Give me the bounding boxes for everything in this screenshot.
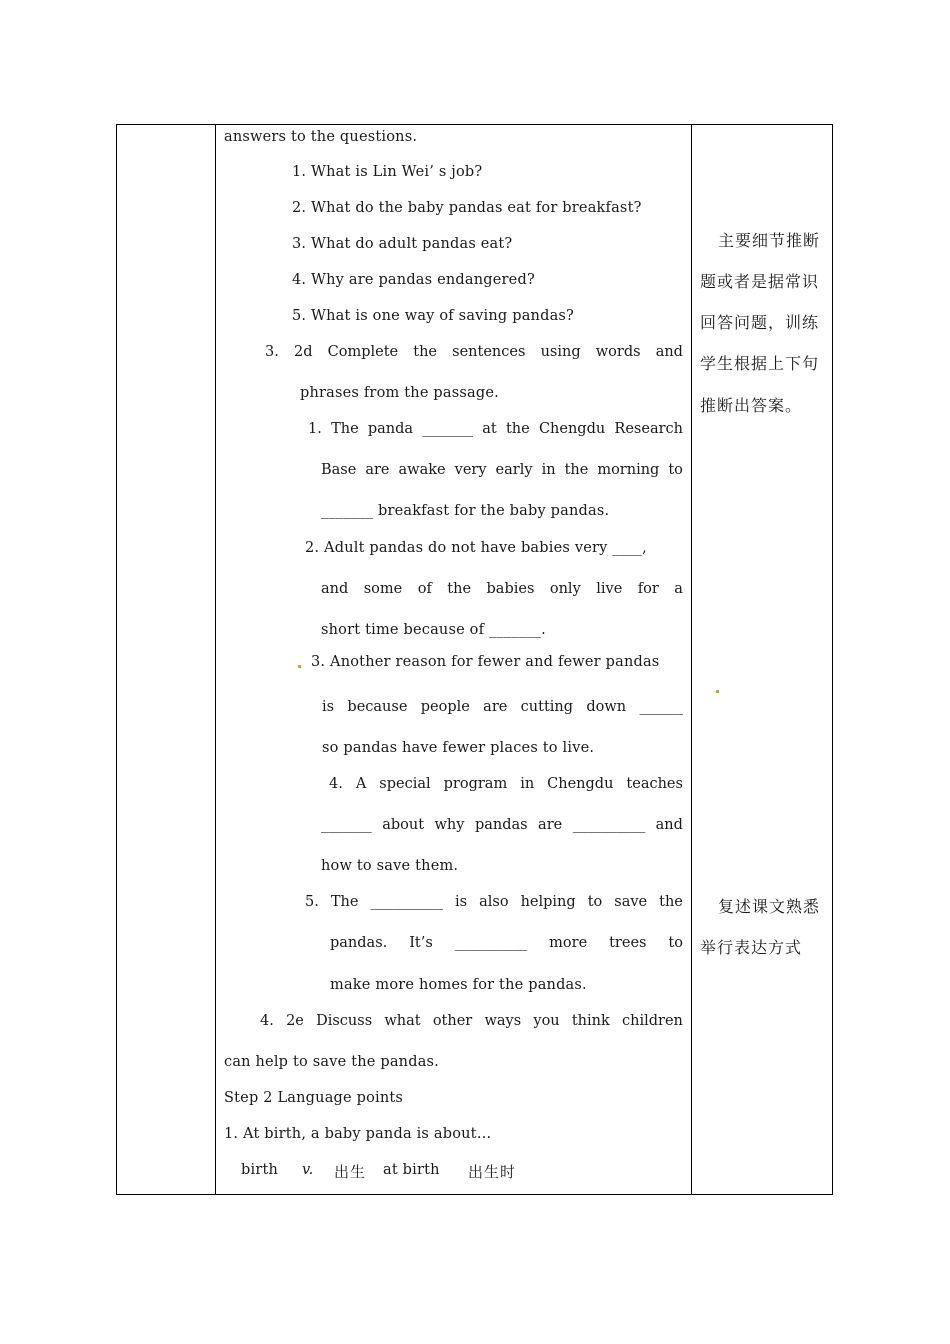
word: the xyxy=(564,462,589,478)
word: the xyxy=(413,344,438,360)
word: Research xyxy=(614,421,683,437)
word: special xyxy=(379,776,431,792)
sentence-2-line-3: short time because of _______. xyxy=(321,622,546,638)
word: the xyxy=(659,894,683,910)
word: 1. xyxy=(308,421,322,437)
question-3: 3. What do adult pandas eat? xyxy=(292,236,513,252)
word: Complete xyxy=(327,344,399,360)
word: the xyxy=(447,581,472,597)
word: children xyxy=(622,1013,683,1029)
word: words xyxy=(595,344,641,360)
sentence-5-line-3: make more homes for the pandas. xyxy=(330,977,587,993)
word: sentences xyxy=(452,344,526,360)
word: and xyxy=(655,344,683,360)
intro-line: answers to the questions. xyxy=(224,129,418,145)
step2-heading: Step 2 Language points xyxy=(224,1090,404,1106)
language-point-1: 1. At birth, a baby panda is about… xyxy=(224,1126,492,1142)
task3-heading xyxy=(265,344,683,360)
note-1-line-1: 主要细节推断 xyxy=(718,231,821,250)
word: 5. xyxy=(305,894,319,910)
word: ways xyxy=(484,1013,522,1029)
word: Chengdu xyxy=(538,421,606,437)
note-2-line-2: 举行表达方式 xyxy=(700,938,803,957)
sentence-3-line-3: so pandas have fewer places to live. xyxy=(322,740,595,756)
word: only xyxy=(549,581,581,597)
note-1-line-3: 回答问题，训练 xyxy=(700,313,820,332)
question-2: 2. What do the baby pandas eat for breakfast? xyxy=(292,200,642,216)
word: for xyxy=(637,581,659,597)
task3-continuation: phrases from the passage. xyxy=(300,385,499,401)
word: down xyxy=(586,699,627,715)
blank: _______ xyxy=(321,817,372,833)
word: helping xyxy=(520,894,576,910)
word: babies xyxy=(486,581,535,597)
word: awake xyxy=(398,462,446,478)
word: pandas. xyxy=(330,935,388,951)
note-1-line-4: 学生根据上下句 xyxy=(700,354,820,373)
sentence-3-line-2 xyxy=(322,699,683,715)
word: to xyxy=(587,894,603,910)
marker-dot xyxy=(716,690,719,693)
word: you xyxy=(533,1013,560,1029)
word: in xyxy=(520,776,535,792)
word: 4. xyxy=(329,776,343,792)
sentence-4-line-1 xyxy=(329,776,683,792)
word: panda xyxy=(367,421,414,437)
word: to xyxy=(668,935,683,951)
word: at xyxy=(482,421,497,437)
word: are xyxy=(483,699,508,715)
sentence-1-line-2 xyxy=(321,462,683,478)
word: are xyxy=(538,817,563,833)
word: program xyxy=(443,776,508,792)
word: using xyxy=(540,344,581,360)
word: of xyxy=(417,581,432,597)
word: about xyxy=(382,817,425,833)
word: live xyxy=(596,581,623,597)
column-divider-right xyxy=(691,125,692,1194)
word: pandas xyxy=(474,817,528,833)
word: Discuss xyxy=(316,1013,373,1029)
word: A xyxy=(355,776,367,792)
word: other xyxy=(432,1013,473,1029)
sentence-3-line-1: 3. Another reason for fewer and fewer pandas xyxy=(311,654,660,670)
task4-heading xyxy=(260,1013,683,1029)
question-5: 5. What is one way of saving pandas? xyxy=(292,308,575,324)
question-4: 4. Why are pandas endangered? xyxy=(292,272,535,288)
word: early xyxy=(495,462,533,478)
word: more xyxy=(549,935,588,951)
word: some xyxy=(363,581,403,597)
vocab-pos: v. xyxy=(302,1162,314,1178)
sentence-1-line-3: _______ breakfast for the baby pandas. xyxy=(321,503,610,519)
word: and xyxy=(321,581,349,597)
word: 2e xyxy=(286,1013,304,1029)
word: is xyxy=(322,699,335,715)
vocab-gloss: 出生 xyxy=(334,1163,367,1181)
task4-continuation: can help to save the pandas. xyxy=(224,1054,439,1070)
word: and xyxy=(655,817,683,833)
word: the xyxy=(505,421,530,437)
word: think xyxy=(571,1013,610,1029)
word: also xyxy=(479,894,509,910)
blank: __________ xyxy=(370,894,443,910)
marker-dot xyxy=(298,665,301,668)
word: teaches xyxy=(626,776,683,792)
vocab-phrase: at birth xyxy=(383,1162,440,1178)
word: a xyxy=(674,581,683,597)
word: because xyxy=(347,699,408,715)
sentence-5-line-2 xyxy=(330,935,683,951)
word: Base xyxy=(321,462,357,478)
blank: ______ xyxy=(639,699,683,715)
blank: __________ xyxy=(572,817,646,833)
word: It’s xyxy=(409,935,433,951)
word: people xyxy=(420,699,470,715)
word: The xyxy=(330,894,359,910)
word: morning xyxy=(597,462,660,478)
sentence-2-line-2 xyxy=(321,581,683,597)
word: very xyxy=(454,462,487,478)
word: 2d xyxy=(293,344,313,360)
word: 3. xyxy=(265,344,279,360)
word: cutting xyxy=(520,699,574,715)
word: to xyxy=(668,462,683,478)
word: 4. xyxy=(260,1013,274,1029)
note-1-line-5: 推断出答案。 xyxy=(700,396,803,415)
word: in xyxy=(541,462,556,478)
question-1: 1. What is Lin Wei’ s job? xyxy=(292,164,483,180)
note-2-line-1: 复述课文熟悉 xyxy=(718,897,821,916)
word: what xyxy=(384,1013,421,1029)
word: are xyxy=(365,462,390,478)
sentence-2-line-1: 2. Adult pandas do not have babies very ____, xyxy=(305,540,647,556)
vocab-phrase-gloss: 出生时 xyxy=(468,1163,517,1181)
vocab-word: birth xyxy=(241,1162,279,1178)
sentence-4-line-3: how to save them. xyxy=(321,858,459,874)
word: why xyxy=(434,817,465,833)
word: Chengdu xyxy=(547,776,614,792)
note-1-line-2: 题或者是据常识 xyxy=(700,272,820,291)
sentence-1-line-1 xyxy=(308,421,683,437)
blank: __________ xyxy=(454,935,528,951)
column-divider-left xyxy=(215,125,216,1194)
sentence-4-line-2 xyxy=(321,817,683,833)
word: is xyxy=(454,894,468,910)
sentence-5-line-1 xyxy=(305,894,683,910)
word: The xyxy=(331,421,359,437)
word: trees xyxy=(609,935,647,951)
blank: _______ xyxy=(422,421,474,437)
word: save xyxy=(614,894,648,910)
